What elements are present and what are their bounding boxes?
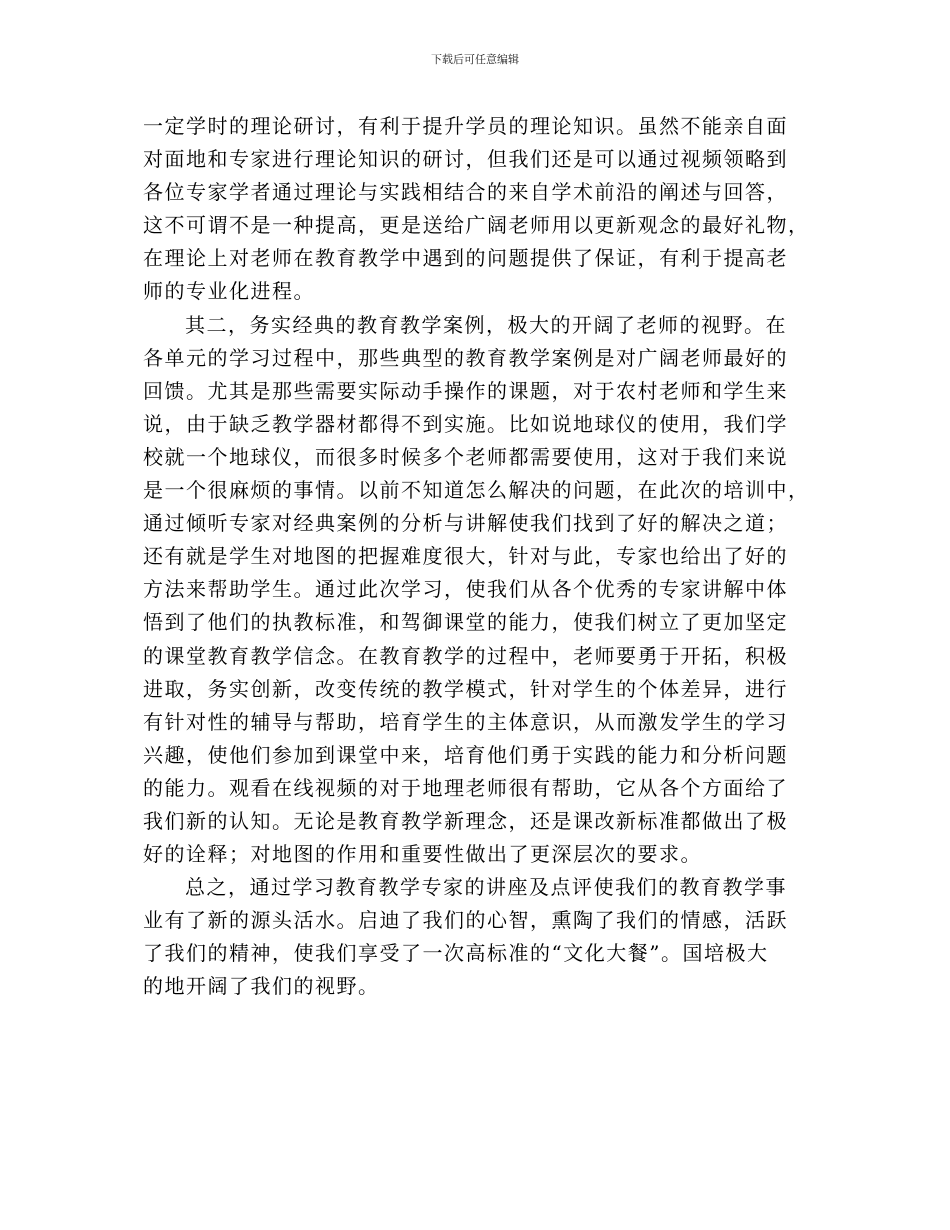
text-line: 兴趣，使他们参加到课堂中来，培育他们勇于实践的能力和分析问题 [143, 742, 788, 767]
paragraph-first-line: 其二，务实经典的教育教学案例，极大的开阔了老师的视野。在 [185, 312, 787, 337]
page-header-note: 下载后可任意编辑 [431, 53, 519, 66]
text-line: 方法来帮助学生。通过此次学习，使我们从各个优秀的专家讲解中体 [143, 577, 788, 602]
text-line: 各单元的学习过程中，那些典型的教育教学案例是对广阔老师最好的 [143, 345, 788, 370]
text-line: 校就一个地球仪，而很多时候多个老师都需要使用，这对于我们来说 [143, 444, 788, 469]
text-line: 悟到了他们的执教标准，和驾御课堂的能力，使我们树立了更加坚定 [143, 610, 788, 635]
text-line: 在理论上对老师在教育教学中遇到的问题提供了保证，有利于提高老 [143, 246, 788, 271]
text-line: 我们新的认知。无论是教育教学新理念，还是课改新标准都做出了极 [143, 808, 788, 833]
text-line: 说，由于缺乏教学器材都得不到实施。比如说地球仪的使用，我们学 [143, 411, 788, 436]
text-line: 的能力。观看在线视频的对于地理老师很有帮助，它从各个方面给了 [143, 775, 788, 800]
text-line: 的课堂教育教学信念。在教育教学的过程中，老师要勇于开拓，积极 [143, 643, 788, 668]
text-line: 进取，务实创新，改变传统的教学模式，针对学生的个体差异，进行 [143, 676, 788, 701]
document-body [143, 110, 823, 1004]
text-line: 通过倾听专家对经典案例的分析与讲解使我们找到了好的解决之道； [143, 511, 788, 536]
text-line: 还有就是学生对地图的把握难度很大，针对与此，专家也给出了好的 [143, 544, 788, 569]
text-line: 好的诠释；对地图的作用和重要性做出了更深层次的要求。 [143, 842, 702, 867]
text-line: 这不可谓不是一种提高，更是送给广阔老师用以更新观念的最好礼物， [143, 213, 810, 238]
text-line: 对面地和专家进行理论知识的研讨，但我们还是可以通过视频领略到 [143, 147, 788, 172]
paragraph-first-line: 总之，通过学习教育教学专家的讲座及点评使我们的教育教学事 [185, 875, 787, 900]
text-line: 是一个很麻烦的事情。以前不知道怎么解决的问题，在此次的培训中， [143, 478, 810, 503]
text-line: 了我们的精神，使我们享受了一次高标准的“文化大餐”。国培极大 [143, 941, 769, 966]
text-line: 师的专业化进程。 [143, 279, 315, 304]
text-line: 有针对性的辅导与帮助，培育学生的主体意识，从而激发学生的学习 [143, 709, 788, 734]
text-line: 业有了新的源头活水。启迪了我们的心智，熏陶了我们的情感，活跃 [143, 908, 788, 933]
text-line: 一定学时的理论研讨，有利于提升学员的理论知识。虽然不能亲自面 [143, 114, 788, 138]
text-line: 各位专家学者通过理论与实践相结合的来自学术前沿的阐述与回答， [143, 180, 788, 205]
text-line: 回馈。尤其是那些需要实际动手操作的课题，对于农村老师和学生来 [143, 378, 788, 403]
text-line: 的地开阔了我们的视野。 [143, 974, 380, 999]
